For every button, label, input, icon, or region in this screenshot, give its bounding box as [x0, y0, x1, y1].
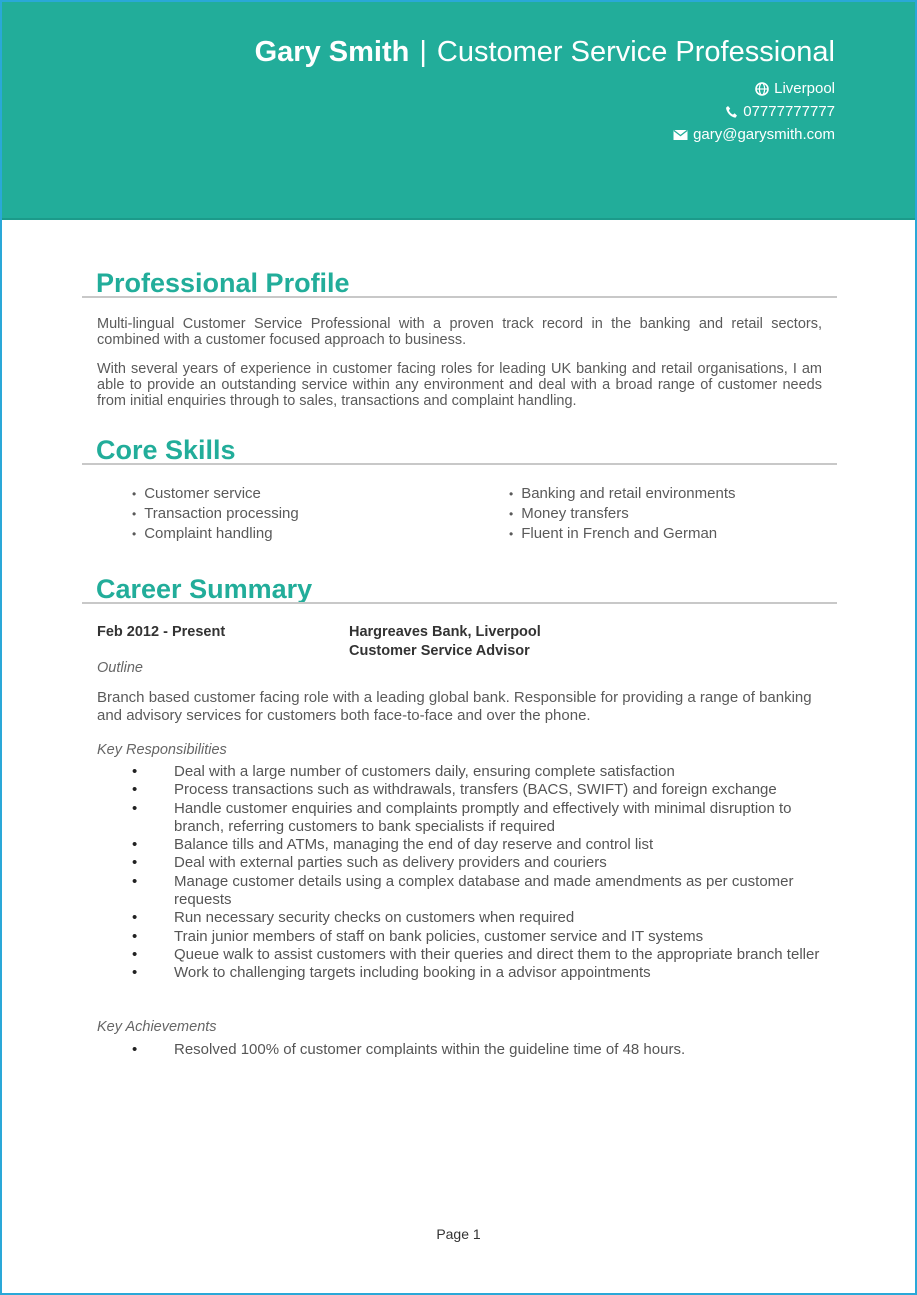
candidate-role: Customer Service Professional — [436, 36, 835, 68]
list-item: • Deal with external parties such as delivery providers and couriers — [97, 854, 827, 872]
job-title: Customer Service Advisor — [349, 643, 530, 659]
profile-heading: Professional Profile — [96, 268, 350, 298]
profile-paragraph-2: With several years of experience in customer facing roles for leading UK banking and retail organisations, I am able to provide an outstanding service within any environment and deal with a broad range of customer needs from initial enquiries through to sales, transactions and complaint handling. — [97, 361, 822, 409]
responsibilities-list — [97, 763, 827, 983]
list-item: • Manage customer details using a complex database and made amendments as per customer requests — [97, 873, 827, 910]
header-banner — [2, 2, 915, 220]
career-divider — [82, 602, 837, 604]
email-text: gary@garysmith.com — [693, 126, 835, 143]
skill-item: • Money transfers — [509, 504, 736, 524]
contact-location — [755, 80, 835, 97]
profile-divider — [82, 296, 837, 298]
skill-item: • Complaint handling — [132, 524, 299, 544]
job-dates: Feb 2012 - Present — [97, 624, 226, 640]
skills-list-left — [132, 484, 299, 544]
skills-divider — [82, 463, 837, 465]
candidate-name: Gary Smith — [254, 36, 410, 68]
contact-email — [673, 126, 835, 143]
globe-icon — [755, 82, 769, 96]
phone-icon — [725, 105, 738, 119]
list-item: • Balance tills and ATMs, managing the end of day reserve and control list — [97, 836, 827, 854]
skill-item: • Transaction processing — [132, 504, 299, 524]
skill-item: • Customer service — [132, 484, 299, 504]
list-item: • Queue walk to assist customers with their queries and direct them to the appropriate branch teller — [97, 946, 827, 964]
skills-heading: Core Skills — [96, 435, 236, 465]
outline-label: Outline — [97, 660, 143, 676]
phone-text: 07777777777 — [743, 103, 835, 120]
list-item: • Handle customer enquiries and complaints promptly and effectively with minimal disruption to branch, referring customers to bank specialists if required — [97, 800, 827, 837]
profile-paragraph-1: Multi-lingual Customer Service Professional with a proven track record in the banking and retail sectors, combined with a customer focused approach to business. — [97, 316, 822, 348]
list-item: • Deal with a large number of customers daily, ensuring complete satisfaction — [97, 763, 827, 781]
responsibilities-label: Key Responsibilities — [97, 742, 227, 758]
list-item: • Process transactions such as withdrawals, transfers (BACS, SWIFT) and foreign exchange — [97, 781, 827, 799]
title-separator: | — [419, 36, 427, 68]
job-employer: Hargreaves Bank, Liverpool — [349, 624, 541, 640]
list-item: • Train junior members of staff on bank policies, customer service and IT systems — [97, 928, 827, 946]
skills-list-right — [509, 484, 736, 544]
contact-phone — [725, 103, 835, 120]
career-heading: Career Summary — [96, 574, 313, 604]
skill-item: • Fluent in French and German — [509, 524, 736, 544]
job-outline: Branch based customer facing role with a leading global bank. Responsible for providing a range of banking and advisory services for customers both face-to-face and over the phone. — [97, 689, 812, 724]
envelope-icon — [673, 129, 688, 141]
location-text: Liverpool — [774, 80, 835, 97]
list-item: • Work to challenging targets including booking in a advisor appointments — [97, 964, 827, 982]
list-item: • Resolved 100% of customer complaints within the guideline time of 48 hours. — [97, 1041, 827, 1059]
achievements-list — [97, 1041, 827, 1059]
cv-title — [255, 36, 835, 69]
page-number: Page 1 — [436, 1226, 481, 1242]
list-item: • Run necessary security checks on customers when required — [97, 909, 827, 927]
skill-item: • Banking and retail environments — [509, 484, 736, 504]
achievements-label: Key Achievements — [97, 1019, 217, 1035]
